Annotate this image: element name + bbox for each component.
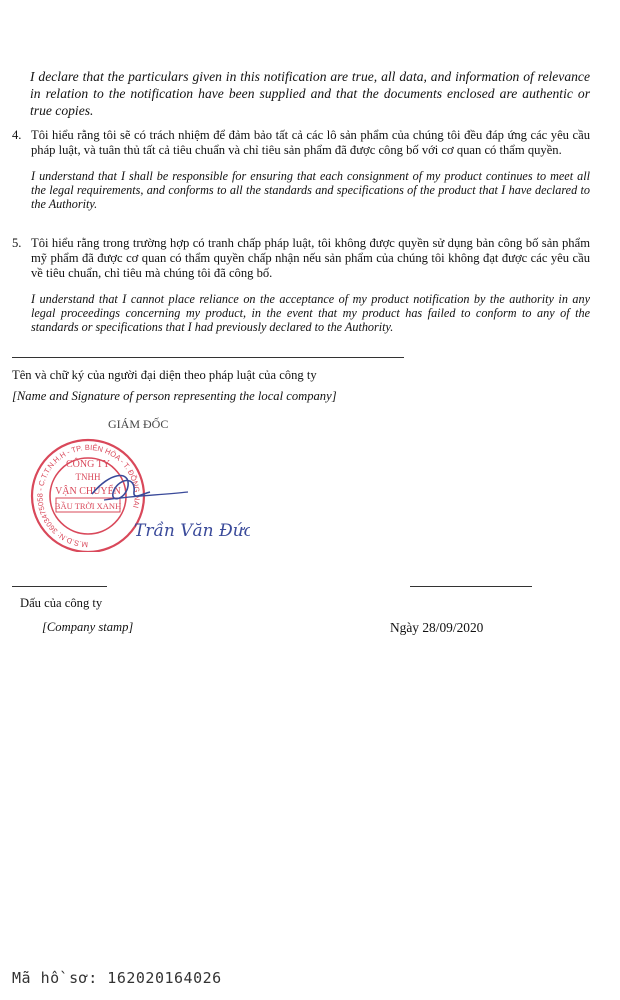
- stamp-ring-text: M.S.D.N: 3603475058 - C.T.T.N.H.H - TP. BIÊN HÒA - T. ĐỒNG NAI: [35, 442, 142, 550]
- stamp-line: [12, 586, 107, 587]
- declaration-intro: I declare that the particulars given in this notification are true, all data, and information of relevance in relation to the notification have been supplied and that the documents enclosed are authentic or true copies.: [30, 69, 590, 118]
- item-number: 5.: [12, 236, 22, 250]
- stamp-line-1: CÔNG TY: [66, 459, 110, 470]
- stamp-line-4: BẦU TRỜI XANH: [54, 501, 122, 511]
- signature-line: [12, 357, 404, 358]
- stamp-graphic: [30, 412, 250, 552]
- signature-label-en: [Name and Signature of person representing the local company]: [12, 389, 337, 403]
- stamp-line-2: TNHH: [75, 472, 101, 482]
- item-number: 4.: [12, 128, 22, 142]
- company-stamp-label-vi: Dấu của công ty: [20, 596, 103, 610]
- item-text-vi: Tôi hiểu rằng tôi sẽ có trách nhiệm để đảm bảo tất cả các lô sản phẩm của chúng tôi đều đáp ứng các yêu cầu pháp luật, và tuân thủ tất cả tiêu chuẩn và chỉ tiêu sản phẩm đã được công bố với cơ quan có thẩm quyền.: [31, 128, 590, 157]
- declaration-item-4: [12, 128, 590, 212]
- file-code: Mã hồ sơ: 162020164026: [12, 969, 222, 987]
- company-stamp-signature: [30, 412, 250, 552]
- item-text-en: I understand that I shall be responsible for ensuring that each consignment of my product continues to meet all the legal requirements, and conforms to all the standards and specifications of the product that I have declared to the Authority.: [31, 169, 590, 212]
- item-text-vi: Tôi hiểu rằng trong trường hợp có tranh chấp pháp luật, tôi không được quyền sử dụng bản công bố sản phẩm mỹ phẩm đã được cơ quan có thẩm quyền chấp nhận nếu sản phẩm của chúng tôi không đạt được các yêu cầu về tiêu chuẩn, chỉ tiêu mà chúng tôi đã công bố.: [31, 236, 590, 280]
- signature-label-vi: Tên và chữ ký của người đại diện theo pháp luật của công ty: [12, 368, 317, 382]
- company-stamp-label-en: [Company stamp]: [42, 620, 134, 634]
- stamp-line-3: VẬN CHUYỂN: [55, 486, 121, 497]
- declaration-item-5: [12, 236, 590, 335]
- director-title: GIÁM ĐỐC: [108, 417, 169, 431]
- date-line: [410, 586, 532, 587]
- signer-name: Trần Văn Đức: [134, 521, 250, 541]
- date-label: Ngày 28/09/2020: [390, 620, 484, 635]
- item-text-en: I understand that I cannot place reliance on the acceptance of my product notification by the authority in any legal proceedings concerning my product, in the event that my product has failed to conform to any of the standards or specifications that I had previously declared to the Authority.: [31, 292, 590, 335]
